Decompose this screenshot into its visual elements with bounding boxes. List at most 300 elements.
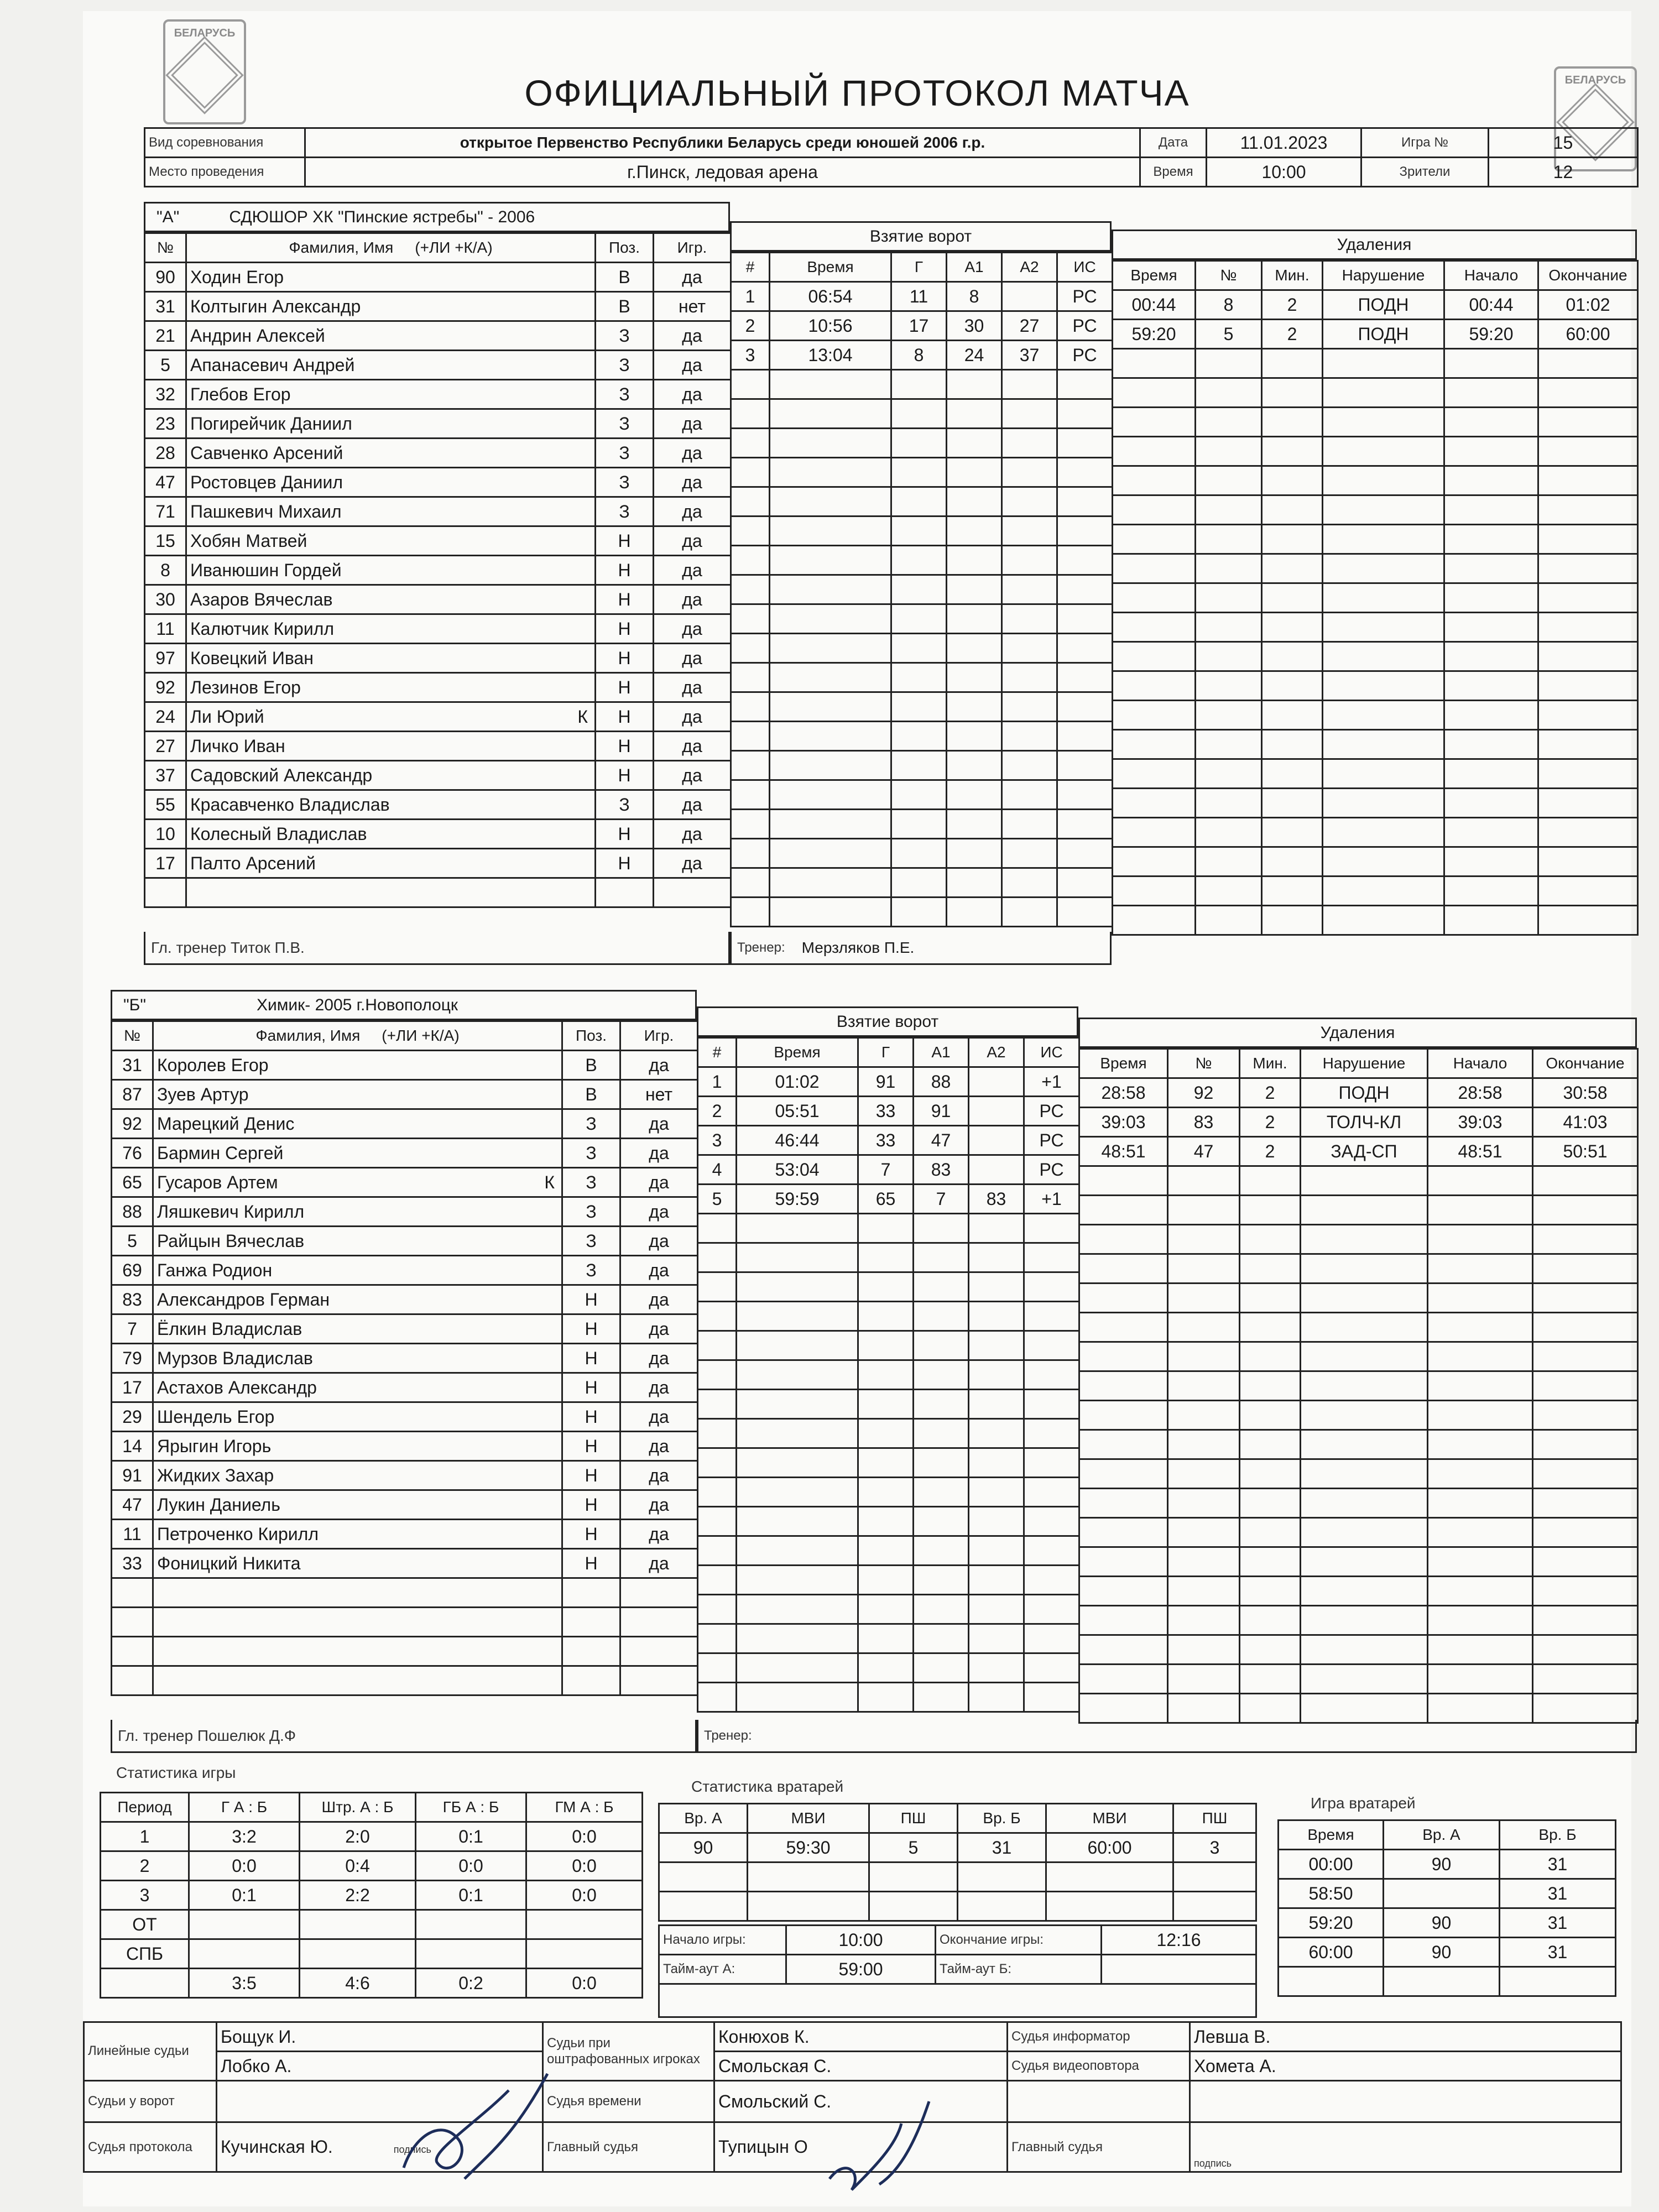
player-number: 65: [112, 1168, 153, 1197]
team-a-penalty-cell: [1444, 642, 1538, 671]
team-b-penalty-cell: 41:03: [1533, 1108, 1638, 1137]
goalie-stats-title: Статистика вратарей: [691, 1778, 844, 1795]
team-b-goal-row: [698, 1331, 1079, 1360]
team-a-goal-cell: [947, 898, 1002, 927]
goalie-stat-cell: 3: [1173, 1833, 1256, 1863]
game-stat-cell: 1: [101, 1822, 189, 1851]
team-a-penalty-row: [1113, 437, 1638, 466]
team-b-goal-cell: [698, 1624, 737, 1653]
player-played: да: [620, 1109, 698, 1139]
team-a-penalty-cell: [1444, 877, 1538, 906]
team-b-penalty-cell: [1079, 1577, 1168, 1606]
team-a-penalty-cell: [1196, 847, 1262, 877]
team-a-goal-cell: 37: [1002, 341, 1057, 370]
player-name-cell: [186, 263, 596, 292]
team-a-penalty-cell: [1538, 759, 1638, 789]
team-b-goal-cell: 01:02: [737, 1067, 858, 1097]
team-b-penalty-cell: [1428, 1371, 1533, 1401]
goals-title: Взятие ворот: [869, 227, 972, 246]
team-a-goal-cell: 1: [731, 282, 770, 311]
team-b-penalty-cell: [1168, 1459, 1240, 1489]
team-b-goal-row: [698, 1185, 1079, 1214]
team-a-goal-cell: [1057, 898, 1113, 927]
game-stat-cell: 3:5: [189, 1969, 300, 1998]
team-a-penalty-cell: [1196, 466, 1262, 495]
team-b-penalty-cell: [1301, 1606, 1428, 1635]
player-name-cell: [153, 1314, 562, 1344]
team-b-penalty-row: [1079, 1635, 1638, 1665]
team-a-goal-cell: [731, 604, 770, 634]
player-played: [620, 1666, 698, 1695]
player-name: Колесный Владислав: [190, 823, 367, 844]
team-b-goal-cell: [1024, 1360, 1079, 1390]
team-b-penalty-row: [1079, 1284, 1638, 1313]
game-stat-cell: 0:2: [416, 1969, 526, 1998]
team-b-penalty-cell: [1301, 1196, 1428, 1225]
team-a-goal-cell: РС: [1057, 311, 1113, 341]
player-name-cell: [153, 1578, 562, 1608]
team-a-penalty-cell: [1323, 408, 1444, 437]
team-b-penalty-cell: [1301, 1166, 1428, 1196]
team-b-player-row: [112, 1314, 698, 1344]
player-position: З: [596, 497, 654, 526]
team-b-goal-cell: [969, 1360, 1024, 1390]
team-b-goal-cell: [969, 1448, 1024, 1478]
team-b-goal-cell: [858, 1536, 914, 1566]
start-label: Начало игры:: [659, 1926, 786, 1955]
team-a-penalty-cell: [1262, 613, 1323, 642]
penalty-box-1: Конюхов К.: [714, 2022, 1008, 2052]
player-position: [562, 1666, 620, 1695]
player-position: З: [562, 1109, 620, 1139]
team-b-goal-cell: РС: [1024, 1126, 1079, 1155]
player-played: да: [654, 702, 731, 732]
team-a-penalty-cell: 59:20: [1113, 320, 1196, 349]
team-a-goal-cell: РС: [1057, 282, 1113, 311]
time-value: 10:00: [1207, 158, 1361, 187]
team-b-goal-cell: [914, 1302, 969, 1331]
team-b-penalty-cell: [1533, 1547, 1638, 1577]
team-b-goal-cell: [1024, 1272, 1079, 1302]
team-a-penalty-cell: [1113, 525, 1196, 554]
team-b-goal-cell: [698, 1448, 737, 1478]
team-b-goal-cell: [969, 1331, 1024, 1360]
team-a-goal-col-header: А2: [1002, 253, 1057, 282]
team-a-player-row: [145, 820, 731, 849]
team-a-goal-cell: [1002, 370, 1057, 399]
player-name: Погирейчик Даниил: [190, 413, 352, 434]
player-number: 47: [112, 1490, 153, 1520]
player-name-cell: [153, 1432, 562, 1461]
team-b-goal-cell: [914, 1448, 969, 1478]
player-position: З: [596, 380, 654, 409]
team-a-goal-cell: [770, 546, 891, 575]
player-name-cell: [186, 292, 596, 321]
team-a-goal-cell: [891, 370, 947, 399]
player-position: Н: [596, 673, 654, 702]
team-b-penalty-cell: [1240, 1284, 1301, 1313]
team-a-penalty-cell: [1538, 466, 1638, 495]
player-name-cell: [186, 409, 596, 439]
player-played: да: [654, 263, 731, 292]
goalie-game-row: [1279, 1967, 1616, 1996]
player-name-cell: [186, 380, 596, 409]
player-position: В: [596, 292, 654, 321]
team-a-goal-cell: [1057, 399, 1113, 429]
logo-text: БЕЛАРУСЬ: [1564, 74, 1626, 86]
competition-value: открытое Первенство Республики Беларусь среди юношей 2006 г.р.: [305, 128, 1140, 158]
player-position: В: [562, 1080, 620, 1109]
game-stat-cell: 3:2: [189, 1822, 300, 1851]
player-played: да: [620, 1139, 698, 1168]
team-b-player-row: [112, 1080, 698, 1109]
team-b-penalty-cell: [1428, 1577, 1533, 1606]
player-name: Садовский Александр: [190, 765, 373, 785]
player-name-cell: [186, 556, 596, 585]
team-b-penalty-cell: [1301, 1635, 1428, 1665]
col-name-label: Фамилия, Имя: [255, 1027, 361, 1044]
team-a-goal-cell: [1002, 634, 1057, 663]
team-b-goal-cell: [914, 1653, 969, 1683]
player-name: Ковецкий Иван: [190, 648, 314, 668]
game-stat-cell: [189, 1939, 300, 1969]
team-b-penalty-cell: [1168, 1313, 1240, 1342]
team-a-goal-cell: [891, 575, 947, 604]
meta-table: [144, 127, 1639, 187]
team-b-penalty-cell: [1240, 1459, 1301, 1489]
team-b-goal-cell: [737, 1331, 858, 1360]
team-a-goal-cell: [731, 634, 770, 663]
team-b-penalty-row: [1079, 1459, 1638, 1489]
team-b-player-row: [112, 1490, 698, 1520]
team-b-goal-cell: [858, 1595, 914, 1624]
team-a-penalty-row: [1113, 525, 1638, 554]
team-b-penalty-cell: [1533, 1489, 1638, 1518]
team-b-penalty-row: [1079, 1225, 1638, 1254]
team-a-goal-cell: [1057, 517, 1113, 546]
team-b-goal-col-header: А2: [969, 1038, 1024, 1067]
team-b-goal-cell: [698, 1419, 737, 1448]
team-b-penalty-cell: [1240, 1430, 1301, 1459]
team-a-player-row: [145, 644, 731, 673]
team-a-goal-cell: [947, 429, 1002, 458]
team-b-penalty-cell: [1428, 1489, 1533, 1518]
player-played: да: [654, 732, 731, 761]
team-a-goal-cell: [947, 399, 1002, 429]
player-number: 14: [112, 1432, 153, 1461]
team-a-player-row: [145, 790, 731, 820]
team-b-penalty-cell: [1428, 1254, 1533, 1284]
player-name: Ходин Егор: [190, 267, 284, 287]
team-a-penalty-cell: [1196, 759, 1262, 789]
team-b-goal-cell: [698, 1272, 737, 1302]
team-a-penalty-cell: [1113, 554, 1196, 583]
team-a-penalty-row: [1113, 789, 1638, 818]
team-a-goal-row: [731, 898, 1113, 927]
team-b-goal-cell: [969, 1478, 1024, 1507]
game-times-table: [658, 1924, 1257, 2018]
game-stat-cell: [416, 1910, 526, 1939]
col-pos: Поз.: [596, 233, 654, 263]
team-b-goals-header: [697, 1006, 1078, 1037]
player-number: [112, 1608, 153, 1637]
team-a-penalty-cell: [1323, 349, 1444, 378]
team-a-goal-cell: [770, 604, 891, 634]
team-b-penalty-cell: [1079, 1547, 1168, 1577]
team-a-goal-cell: [947, 634, 1002, 663]
team-b-goal-cell: [737, 1214, 858, 1243]
team-b-goal-cell: [914, 1390, 969, 1419]
player-position: [562, 1608, 620, 1637]
team-a-goal-cell: [1057, 810, 1113, 839]
goalie-game-cell: 58:50: [1279, 1879, 1384, 1908]
team-a-goal-cell: [1057, 663, 1113, 692]
team-a-goal-cell: [891, 517, 947, 546]
goalie-game-title: Игра вратарей: [1311, 1794, 1416, 1812]
team-b-goal-cell: [1024, 1390, 1079, 1419]
team-a-player-row: [145, 468, 731, 497]
team-b-penalty-cell: [1533, 1284, 1638, 1313]
team-a-goal-cell: 3: [731, 341, 770, 370]
team-a-player-row: [145, 878, 731, 907]
player-name: Мурзов Владислав: [157, 1348, 313, 1368]
team-a-goal-cell: [731, 663, 770, 692]
team-b-penalty-cell: [1240, 1196, 1301, 1225]
main-judge-label: Главный судья: [543, 2122, 714, 2172]
player-name: Личко Иван: [190, 735, 285, 756]
team-a-goal-cell: 17: [891, 311, 947, 341]
player-name-cell: [186, 673, 596, 702]
team-a-goal-cell: [891, 898, 947, 927]
date-value: 11.01.2023: [1207, 128, 1361, 158]
team-b-penalty-col-header: Время: [1079, 1049, 1168, 1078]
team-a-penalty-cell: [1323, 613, 1444, 642]
team-a-goal-cell: [891, 546, 947, 575]
team-a-penalty-cell: [1196, 818, 1262, 847]
team-b-penalty-cell: [1428, 1166, 1533, 1196]
col-played: Игр.: [620, 1021, 698, 1051]
game-stat-cell: [300, 1939, 416, 1969]
team-a-goal-cell: [770, 780, 891, 810]
team-b-goal-row: [698, 1419, 1079, 1448]
line-judges-label: Линейные судьи: [84, 2022, 217, 2081]
team-b-penalty-cell: [1301, 1665, 1428, 1694]
player-played: да: [620, 1520, 698, 1549]
team-b-penalty-cell: [1168, 1284, 1240, 1313]
team-b-goal-row: [698, 1272, 1079, 1302]
info-value: Левша В.: [1190, 2022, 1621, 2052]
team-b-goal-cell: 05:51: [737, 1097, 858, 1126]
player-played: [620, 1608, 698, 1637]
team-b-penalty-row: [1079, 1137, 1638, 1166]
team-a-penalty-cell: [1113, 906, 1196, 935]
team-b-roster: [111, 1020, 698, 1696]
player-name-cell: [186, 497, 596, 526]
team-b-penalty-cell: [1240, 1489, 1301, 1518]
player-position: Н: [596, 644, 654, 673]
team-a-goal-cell: [731, 546, 770, 575]
team-a-goal-cell: [1002, 575, 1057, 604]
team-b-goal-cell: [737, 1302, 858, 1331]
team-a-penalty-cell: [1262, 466, 1323, 495]
game-stat-cell: [101, 1969, 189, 1998]
team-b-goal-cell: [698, 1360, 737, 1390]
team-b-penalty-row: [1079, 1518, 1638, 1547]
team-a-penalty-cell: 8: [1196, 290, 1262, 320]
team-a-player-row: [145, 292, 731, 321]
team-b-penalty-cell: [1079, 1635, 1168, 1665]
team-a-penalty-cell: [1262, 730, 1323, 759]
team-b-goal-cell: [698, 1507, 737, 1536]
team-b-goal-cell: [1024, 1653, 1079, 1683]
player-name: Астахов Александр: [157, 1377, 317, 1397]
team-b-name: Химик- 2005 г.Новополоцк: [257, 995, 458, 1014]
player-played: да: [620, 1227, 698, 1256]
team-a-penalty-cell: [1538, 671, 1638, 701]
team-b-goal-col-header: Г: [858, 1038, 914, 1067]
team-b-penalty-cell: [1428, 1430, 1533, 1459]
player-name: Лезинов Егор: [190, 677, 301, 697]
game-stats-title: Статистика игры: [116, 1764, 236, 1781]
team-a-penalty-cell: 01:02: [1538, 290, 1638, 320]
team-a-player-row: [145, 761, 731, 790]
team-a-penalty-row: [1113, 554, 1638, 583]
team-b-player-row: [112, 1256, 698, 1285]
team-a-penalty-col-header: Окончание: [1538, 261, 1638, 290]
team-a-goal-cell: [1002, 604, 1057, 634]
team-a-goal-cell: [770, 722, 891, 751]
team-a-goal-cell: [1002, 868, 1057, 898]
player-position: [562, 1637, 620, 1666]
team-a-penalty-cell: [1196, 789, 1262, 818]
player-position: З: [596, 468, 654, 497]
team-a-goals-header: [730, 221, 1112, 252]
player-number: 71: [145, 497, 186, 526]
team-b-goal-cell: [969, 1595, 1024, 1624]
goalie-game-col-header: Время: [1279, 1820, 1384, 1850]
game-stat-cell: СПБ: [101, 1939, 189, 1969]
player-name: Александров Герман: [157, 1289, 330, 1310]
signature-2: [818, 2090, 951, 2201]
goalie-game-cell: 90: [1384, 1850, 1500, 1879]
team-b-penalty-cell: [1079, 1254, 1168, 1284]
player-position: З: [562, 1256, 620, 1285]
team-a-goal-cell: [1057, 634, 1113, 663]
team-a-penalty-cell: [1262, 525, 1323, 554]
game-stat-cell: 0:0: [526, 1881, 643, 1910]
team-b-goal-cell: 65: [858, 1185, 914, 1214]
game-stat-col-header: Штр. А : Б: [300, 1793, 416, 1822]
team-a-penalty-cell: [1196, 525, 1262, 554]
player-number: 30: [145, 585, 186, 614]
team-a-penalty-cell: [1323, 525, 1444, 554]
player-played: да: [620, 1373, 698, 1402]
team-b-penalty-row: [1079, 1342, 1638, 1371]
game-stat-cell: 2:2: [300, 1881, 416, 1910]
team-b-goal-cell: [914, 1243, 969, 1272]
team-b-goal-cell: [914, 1536, 969, 1566]
player-number: [112, 1637, 153, 1666]
team-b-penalty-cell: [1240, 1166, 1301, 1196]
team-a-player-row: [145, 556, 731, 585]
team-a-goal-cell: [770, 487, 891, 517]
team-a-penalty-cell: [1538, 378, 1638, 408]
team-b-penalty-cell: 2: [1240, 1137, 1301, 1166]
protocol-label: Судья протокола: [84, 2122, 217, 2172]
team-a-goal-row: [731, 575, 1113, 604]
goalie-stat-cell: [748, 1892, 869, 1921]
timeout-b-label: Тайм-аут Б:: [936, 1955, 1102, 1984]
player-position: В: [562, 1051, 620, 1080]
team-b-goal-cell: [969, 1126, 1024, 1155]
team-b-penalty-col-header: Начало: [1428, 1049, 1533, 1078]
goalie-game-cell: 31: [1500, 1908, 1616, 1938]
team-a-penalty-row: [1113, 613, 1638, 642]
player-position: З: [596, 439, 654, 468]
team-a-penalty-cell: [1262, 906, 1323, 935]
player-position: Н: [562, 1344, 620, 1373]
team-b-penalty-cell: [1301, 1313, 1428, 1342]
team-b-penalty-cell: [1533, 1225, 1638, 1254]
team-a-goal-cell: [1002, 399, 1057, 429]
player-name-cell: [153, 1666, 562, 1695]
goalie-stat-col-header: МВИ: [748, 1804, 869, 1833]
team-a-goal-row: [731, 399, 1113, 429]
team-a-penalty-cell: [1323, 789, 1444, 818]
team-b-penalty-cell: [1168, 1547, 1240, 1577]
game-stat-cell: 0:1: [416, 1822, 526, 1851]
team-a-goal-cell: [1057, 458, 1113, 487]
sign-label: подпись: [393, 2144, 431, 2155]
team-a-penalty-cell: [1538, 349, 1638, 378]
team-a-goal-cell: [947, 663, 1002, 692]
game-stat-cell: [526, 1910, 643, 1939]
goalie-stat-cell: 90: [659, 1833, 748, 1863]
team-a-goal-cell: 13:04: [770, 341, 891, 370]
player-name-cell: [153, 1402, 562, 1432]
team-b-goal-row: [698, 1566, 1079, 1595]
player-position: Н: [596, 585, 654, 614]
team-b-goal-cell: [698, 1595, 737, 1624]
team-b-penalty-cell: [1240, 1665, 1301, 1694]
team-b-goal-cell: 83: [969, 1185, 1024, 1214]
goalie-stat-cell: [659, 1892, 748, 1921]
team-a-goal-cell: 2: [731, 311, 770, 341]
player-number: 8: [145, 556, 186, 585]
team-a-penalty-cell: [1323, 554, 1444, 583]
player-name: Красавченко Владислав: [190, 794, 390, 815]
team-a-penalty-cell: [1444, 437, 1538, 466]
goalie-stats-table: [658, 1803, 1257, 1922]
team-b-goal-cell: [698, 1214, 737, 1243]
team-a-penalty-cell: [1196, 671, 1262, 701]
team-b-goal-cell: [969, 1419, 1024, 1448]
team-b-goal-row: [698, 1478, 1079, 1507]
team-a-goal-cell: [731, 487, 770, 517]
player-name: Гусаров Артем: [157, 1172, 278, 1192]
player-name: Фоницкий Никита: [157, 1553, 301, 1573]
team-a-penalty-cell: [1538, 730, 1638, 759]
player-position: [596, 878, 654, 907]
team-b-goal-cell: 33: [858, 1126, 914, 1155]
player-name: Ярыгин Игорь: [157, 1436, 272, 1456]
team-a-goal-row: [731, 370, 1113, 399]
timeout-a-value: 59:00: [786, 1955, 936, 1984]
team-a-goal-cell: [947, 722, 1002, 751]
team-b-penalties-header: [1078, 1018, 1637, 1048]
team-b-goal-cell: [858, 1214, 914, 1243]
team-b-penalty-cell: [1079, 1342, 1168, 1371]
